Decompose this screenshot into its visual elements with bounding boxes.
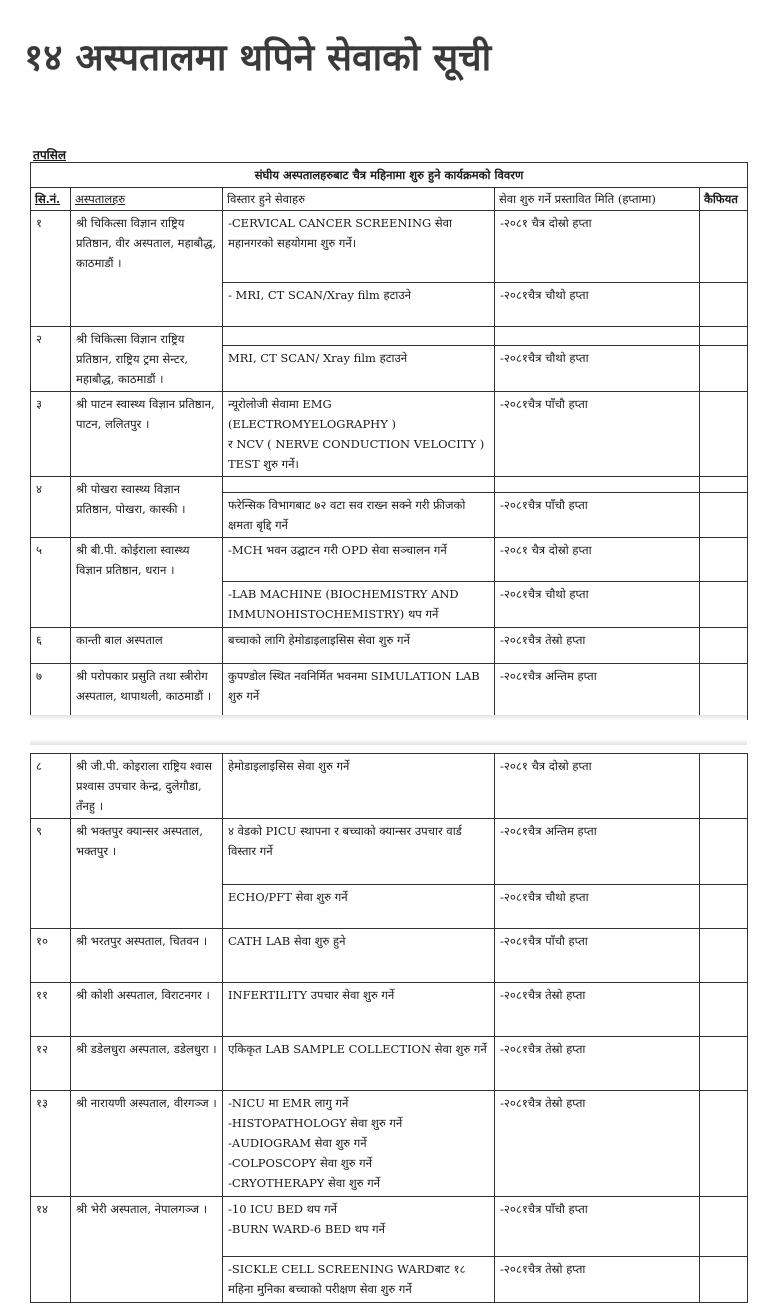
service-cell [223,538,495,582]
service-line: -BURN WARD-6 BED थप गर्ने [228,1222,386,1236]
start-date-cell: -२०८१चैत्र तेस्रो हप्ता [495,983,700,1037]
service-cell [223,628,495,664]
remarks-cell [700,283,748,327]
service-line: ४ वेडको PICU स्थापना र बच्चाको क्यान्सर उपचार वार्ड विस्तार गर्ने [228,824,462,858]
service-line: CATH LAB सेवा शुरु हुने [228,934,346,948]
table-row [31,1037,748,1091]
service-line: बच्चाको लागि हेमोडाइलाइसिस सेवा शुरु गर्ने [228,633,410,647]
tapasil-label: तपसिल [33,148,67,162]
hospital-name-cell: श्री भेरी अस्पताल, नेपालगञ्ज । [71,1197,223,1303]
remarks-cell [700,1257,748,1303]
start-date-cell: -२०८१चैत्र अन्तिम हप्ता [495,664,700,720]
serial-number-cell: ३ [31,392,71,477]
serial-number-cell: ७ [31,664,71,720]
serial-number-cell: १४ [31,1197,71,1303]
page-break [30,715,747,745]
hospital-name-cell: श्री भक्तपुर क्यान्सर अस्पताल, भक्तपुर । [71,819,223,929]
service-line: एकिकृत LAB SAMPLE COLLECTION सेवा शुरु गर्ने [228,1042,487,1056]
header-serial: सि.नं. [31,188,71,211]
remarks-cell [700,582,748,628]
service-cell [223,664,495,720]
start-date-cell: -२०८१ चैत्र दोस्रो हप्ता [495,754,700,819]
serial-number-cell: १ [31,211,71,327]
remarks-cell [700,628,748,664]
page-headline: १४ अस्पतालमा थपिने सेवाको सूची [24,36,492,79]
serial-number-cell: ५ [31,538,71,628]
remarks-cell [700,1037,748,1091]
service-cell [223,211,495,283]
remarks-cell [700,392,748,477]
service-cell [223,1091,495,1197]
service-line: -AUDIOGRAM सेवा शुरु गर्ने [228,1136,367,1150]
services-table-part-1 [30,162,748,720]
start-date-cell: -२०८१ चैत्र दोस्रो हप्ता [495,211,700,283]
start-date-cell: -२०८१चैत्र पाँचौ हप्ता [495,1197,700,1257]
start-date-cell: -२०८१चैत्र तेस्रो हप्ता [495,628,700,664]
remarks-cell [700,983,748,1037]
start-date-cell: -२०८१चैत्र पाँचौ हप्ता [495,929,700,983]
start-date-cell: -२०८१चैत्र चौथो हप्ता [495,582,700,628]
remarks-cell [700,819,748,885]
service-cell [223,1037,495,1091]
service-line: -HISTOPATHOLOGY सेवा शुरु गर्ने [228,1116,403,1130]
serial-number-cell: १० [31,929,71,983]
table-row [31,477,748,493]
service-cell [223,477,495,493]
header-services: विस्तार हुने सेवाहरु [223,188,495,211]
remarks-cell [700,345,748,391]
services-table-part-2 [30,753,748,1303]
start-date-cell: -२०८१चैत्र चौथो हप्ता [495,283,700,327]
remarks-cell [700,538,748,582]
service-line: फरेन्सिक विभागबाट ७२ वटा सव राख्न सक्ने गरी फ्रीजको क्षमता बृद्दि गर्ने [228,498,466,532]
start-date-cell: -२०८१चैत्र पाँचौ हप्ता [495,392,700,477]
hospital-name-cell: श्री कोशी अस्पताल, विराटनगर । [71,983,223,1037]
hospital-name-cell: श्री परोपकार प्रसुति तथा स्त्रीरोग अस्पताल, थापाथली, काठमाडौं । [71,664,223,720]
header-start-date: सेवा शुरु गर्ने प्रस्तावित मिति (हप्तामा) [495,188,700,211]
hospital-name-cell: श्री भरतपुर अस्पताल, चितवन । [71,929,223,983]
table-row [31,327,748,346]
hospital-name-cell: श्री डडेलधुरा अस्पताल, डडेलधुरा । [71,1037,223,1091]
service-line: - MRI, CT SCAN/Xray film हटाउने [228,288,412,302]
service-cell [223,983,495,1037]
table-caption: संघीय अस्पतालहरुबाट चैत्र महिनामा शुरु हुने कार्यक्रमको विवरण [31,163,748,188]
start-date-cell: -२०८१चैत्र चौथो हप्ता [495,885,700,929]
service-cell [223,1197,495,1257]
table-row [31,983,748,1037]
table-header-row [31,188,748,211]
header-remarks: कैफियत [700,188,748,211]
service-cell [223,392,495,477]
hospital-name-cell: श्री चिकित्सा विज्ञान राष्ट्रिय प्रतिष्ठान, राष्ट्रिय ट्रमा सेन्टर, महाबौद्ध, काठमाडौं । [71,327,223,392]
service-cell [223,819,495,885]
start-date-cell: -२०८१चैत्र तेस्रो हप्ता [495,1037,700,1091]
start-date-cell [495,327,700,346]
start-date-cell [495,477,700,493]
table-row [31,628,748,664]
table-row [31,929,748,983]
start-date-cell: -२०८१ चैत्र दोस्रो हप्ता [495,538,700,582]
table-row [31,392,748,477]
service-line: -CERVICAL CANCER SCREENING सेवा महानगरको सहयोगमा शुरु गर्ने। [228,216,453,250]
service-cell [223,582,495,628]
hospital-name-cell: श्री नारायणी अस्पताल, वीरगञ्ज । [71,1091,223,1197]
service-cell [223,493,495,538]
serial-number-cell: ६ [31,628,71,664]
start-date-cell: -२०८१चैत्र तेस्रो हप्ता [495,1091,700,1197]
service-line: कुपण्डोल स्थित नवनिर्मित भवनमा SIMULATION LAB शुरु गर्ने [228,669,480,703]
table-row [31,1091,748,1197]
hospital-name-cell: श्री पाटन स्वास्थ्य विज्ञान प्रतिष्ठान, पाटन, ललितपुर । [71,392,223,477]
service-line: -10 ICU BED थप गर्ने [228,1202,337,1216]
service-line: -CRYOTHERAPY सेवा शुरु गर्ने [228,1176,381,1190]
start-date-cell: -२०८१चैत्र चौथो हप्ता [495,345,700,391]
service-line: -LAB MACHINE (BIOCHEMISTRY AND IMMUNOHISTOCHEMISTRY) थप गर्ने [228,587,459,621]
remarks-cell [700,929,748,983]
remarks-cell [700,664,748,720]
hospital-name-cell: श्री पोखरा स्वास्थ्य विज्ञान प्रतिष्ठान, पोखरा, कास्की । [71,477,223,538]
serial-number-cell: २ [31,327,71,392]
serial-number-cell: ४ [31,477,71,538]
table-row [31,664,748,720]
service-line: MRI, CT SCAN/ Xray film हटाउने [228,350,408,365]
remarks-cell [700,477,748,493]
table-row [31,538,748,582]
remarks-cell [700,885,748,929]
service-line: हेमोडाइलाइसिस सेवा शुरु गर्ने [228,759,350,773]
service-cell [223,327,495,346]
serial-number-cell: ९ [31,819,71,929]
service-line: INFERTILITY उपचार सेवा शुरु गर्ने [228,988,395,1002]
service-cell [223,283,495,327]
hospital-name-cell: श्री बी.पी. कोईराला स्वास्थ्य विज्ञान प्रतिष्ठान, धरान । [71,538,223,628]
serial-number-cell: १२ [31,1037,71,1091]
remarks-cell [700,754,748,819]
serial-number-cell: १३ [31,1091,71,1197]
table-row [31,819,748,885]
service-line: ECHO/PFT सेवा शुरु गर्ने [228,890,348,904]
remarks-cell [700,1197,748,1257]
start-date-cell: -२०८१चैत्र तेस्रो हप्ता [495,1257,700,1303]
remarks-cell [700,211,748,283]
service-cell [223,754,495,819]
start-date-cell: -२०८१चैत्र अन्तिम हप्ता [495,819,700,885]
service-line: -NICU मा EMR लागु गर्ने [228,1096,349,1110]
hospital-name-cell: श्री चिकित्सा विज्ञान राष्ट्रिय प्रतिष्ठान, वीर अस्पताल, महाबौद्ध, काठमाडौं । [71,211,223,327]
header-hospitals: अस्पतालहरु [71,188,223,211]
hospital-name-cell: श्री जी.पी. कोइराला राष्ट्रिय श्वास प्रश्वास उपचार केन्द्र, दुलेगौडा, तँनहु । [71,754,223,819]
remarks-cell [700,327,748,346]
table-row [31,754,748,819]
start-date-cell: -२०८१चैत्र पाँचौ हप्ता [495,493,700,538]
remarks-cell [700,1091,748,1197]
service-line: -MCH भवन उद्घाटन गरी OPD सेवा सञ्चालन गर्ने [228,543,447,557]
service-line: न्यूरोलोजी सेवामा EMG (ELECTROMYELOGRAPHY ) [228,397,396,431]
service-cell [223,885,495,929]
table-row [31,1197,748,1257]
hospital-name-cell: कान्ती बाल अस्पताल [71,628,223,664]
service-cell [223,929,495,983]
service-line: र NCV ( NERVE CONDUCTION VELOCITY ) TEST शुरु गर्ने। [228,437,485,471]
table-row [31,211,748,283]
serial-number-cell: ८ [31,754,71,819]
service-line: -SICKLE CELL SCREENING WARDबाट १८ महिना मुनिका बच्चाको परीक्षण सेवा शुरु गर्ने [228,1262,466,1296]
remarks-cell [700,493,748,538]
service-cell [223,345,495,391]
service-line: -COLPOSCOPY सेवा शुरु गर्ने [228,1156,373,1170]
serial-number-cell: ११ [31,983,71,1037]
service-cell [223,1257,495,1303]
